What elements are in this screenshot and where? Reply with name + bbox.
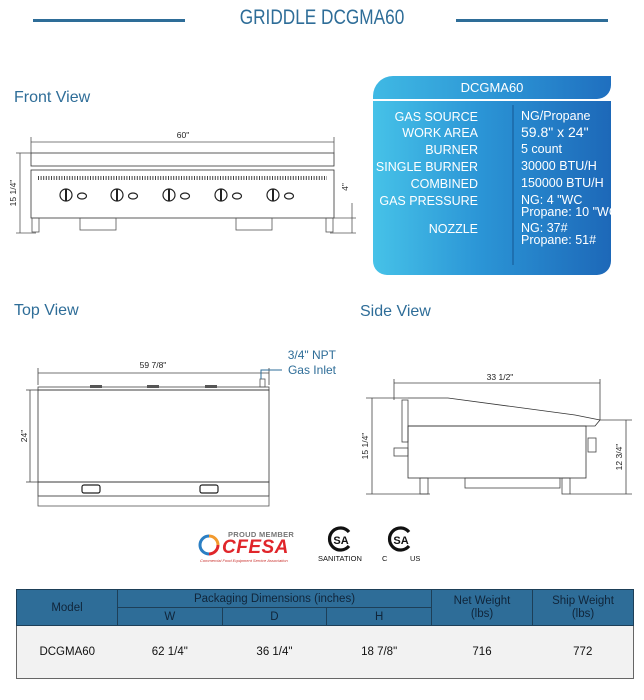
net-weight-label: Net Weight [453,594,511,607]
cfesa-proud-member: PROUD MEMBER [228,530,295,539]
side-depth-label: 33 1/2" [486,372,514,382]
net-weight-unit: (lbs) [470,607,494,620]
spec-value: 150000 BTU/H [521,176,604,190]
svg-text:SA: SA [333,535,349,547]
csa-c-label: C [382,554,388,563]
header-ship-weight [533,590,634,626]
cell-model: DCGMA60 [17,626,118,679]
spec-divider [512,105,514,265]
ship-weight-unit: (lbs) [571,607,595,620]
csa-icon [387,526,413,552]
front-view-drawing [0,125,360,240]
gas-inlet-line1: 3/4" NPT [287,348,336,362]
front-leg-label: 4" [340,183,350,191]
spec-label: SINGLE BURNER [375,160,478,174]
ship-weight-label: Ship Weight [552,594,614,607]
spec-label: GAS PRESSURE [379,194,478,208]
side-view-title: Side View [360,303,431,320]
spec-label: NOZZLE [428,222,478,236]
spec-label: COMBINED [410,177,478,191]
csa-icon [327,526,353,552]
spec-value-2: Propane: 10 "WC [521,205,618,219]
header-w: W [118,608,223,626]
header-model: Model [17,590,118,626]
svg-text:SA: SA [393,535,409,547]
spec-value: 59.8" x 24" [521,124,589,140]
csa-sanitation-logo [318,526,364,566]
csa-cus-logo [380,526,426,566]
side-height-label: 15 1/4" [360,432,370,460]
side-view-drawing [350,370,644,505]
top-view-title: Top View [14,302,79,319]
header-net-weight [432,590,533,626]
front-width-label: 60" [176,130,190,140]
spec-label: GAS SOURCE [394,110,478,124]
title-rule-right [456,19,608,22]
cell-w: 62 1/4" [118,626,223,679]
top-depth-label: 24" [19,429,29,443]
cell-h: 18 7/8" [327,626,432,679]
cell-ship-weight: 772 [533,626,634,679]
header-h: H [327,608,432,626]
spec-value: NG: 4 "WC [521,193,583,207]
spec-label: BURNER [425,143,478,157]
spec-value-2: Propane: 51# [521,233,597,247]
cfesa-tagline: Commercial Food Equipment Service Association [200,558,288,563]
cell-net-weight: 716 [432,626,533,679]
cell-d: 36 1/4" [222,626,327,679]
spec-panel-header: DCGMA60 [373,76,611,99]
csa-sanitation-label: SANITATION [318,554,362,563]
spec-value: NG: 37# [521,221,568,235]
page-title: GRIDDLE DCGMA60 [239,6,405,29]
table-row [17,626,634,679]
gas-inlet-line2: Gas Inlet [287,363,336,377]
cfesa-swirl-icon [198,534,220,556]
top-width-label: 59 7/8" [139,360,167,370]
front-view-title: Front View [14,89,91,106]
header-d: D [222,608,327,626]
cfesa-name: CFESA [222,537,289,558]
spec-value: 5 count [521,142,563,156]
side-body-height-label: 12 3/4" [614,443,624,471]
cfesa-logo [196,530,306,562]
csa-us-label: US [410,554,421,563]
spec-value: 30000 BTU/H [521,159,597,173]
header-packaging-dimensions: Packaging Dimensions (inches) [118,590,432,608]
spec-label: WORK AREA [402,126,478,140]
spec-value: NG/Propane [521,109,591,123]
front-height-label: 15 1/4" [8,179,18,207]
packaging-table [16,589,634,679]
gas-inlet-callout [280,348,336,378]
